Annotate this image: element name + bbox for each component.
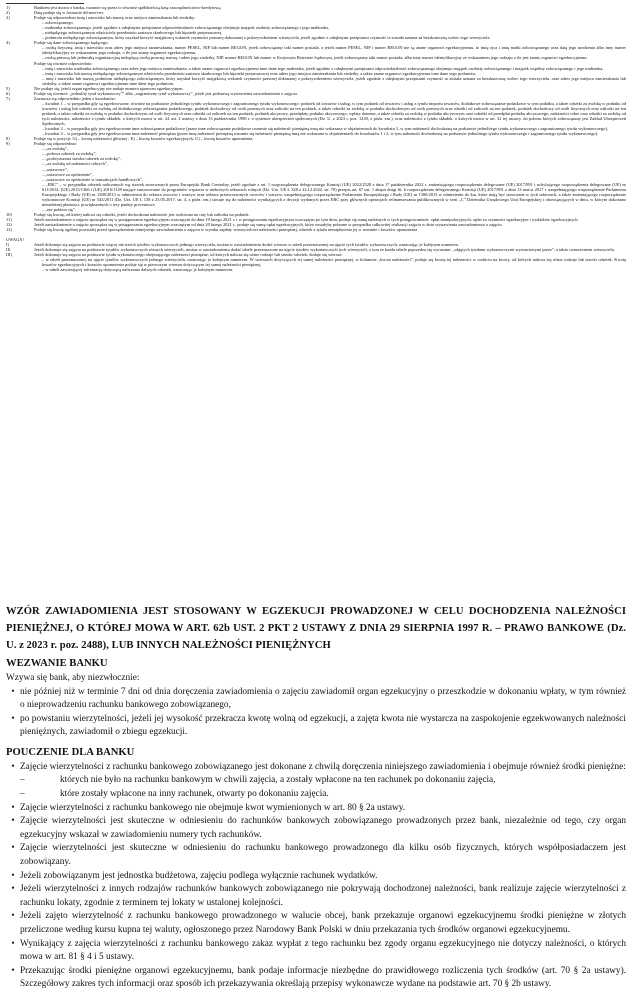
pouczenie-list (6, 761, 626, 992)
footnote-text: – imię i nazwisko lub nazwę niebędącego zobowiązanym właściciela przedmiotu zastawu skarbowego lub hipoteki przymusowej oraz adres jego miejsca zamieszkania lub siedziby, a także znane organowi egzekucyjnemu inne dane tego podmiotu, (42, 70, 476, 76)
footnote-text: Podaje się kwotę ogólnej powstałej przed sporządzeniem niniejszego zawiadomienia o zajęciu w wyniku zapłaty wierzycielowi należności pieniężnej, odsetek z tytułu niezapłacenia jej w terminie i kosztów upomnienia (34, 227, 418, 233)
footnotes-section (6, 3, 626, 272)
pouczenie-item-text: Jeżeli zobowiązanym jest jednostka budżetowa, zajęciu podlega wyłącznie rachunek wydatków. (20, 870, 378, 881)
wezwanie-intro: Wzywa się bank, aby niezwłocznie: (6, 673, 140, 683)
wezwanie-item-text: nie później niż w terminie 7 dni od dnia doręczenia zawiadomienia o zajęciu zawiadomił organ egzekucyjny o przeszkodzie w dokonaniu wpłaty, w tym również o nieprowadzeniu rachunku bankowego zobowiązanego, (20, 686, 626, 711)
footnote-number: 3) (6, 15, 10, 21)
footnote-text: Bankiem jest mowa o banku, rozumie się przez to również spółdzielczą kasę oszczędnościowo-kredytową. (34, 5, 222, 10)
footnote-row (6, 227, 626, 232)
footnote-text: – osobą fizyczną: imię i nazwisko oraz adres jego miejsca zamieszkania, numer PESEL, NIP lub numer REGON, jeżeli zobowiązany taki numer posiada, a jeżeli numer PESEL, NIP i numer REGON nie są znane organowi egzekucyjnemu, to imię ojca i imię matki zobowiązanego oraz datę jego urodzenia albo inny numer identyfikacyjny ze wskazaniem jego rodzaju, o ile jest znany organowi egzekucyjnemu, (42, 45, 626, 56)
footnote-text: – małżonka zobowiązanego, jeżeli zgodnie z odrębnymi przepisami odpowiedzialność zobowiązanego obejmuje majątek osobisty zobowiązanego i jego małżonka, (42, 25, 329, 31)
pouczenie-item (6, 802, 626, 816)
footnote-text: – kwadrat 1 – w przypadku gdy są egzekwowane, również na podstawie jednolitego tytułu wykonawczego i zagranicznego tytułu wykonawczego: podatek od towarów i usług, w tym podatek od towarów i usług z tytułu importu towarów, dodatkowe zobowiązanie podatkowe w tym podatku, a także odsetki za zwłokę w podatku od towarów i usług lub odsetki za zwłokę od dodatkowego zobowiązania podatkowego, podatek dochodowy od osób prawnych oraz zaliczki na ten podatek, a także odsetki za zwłokę w podatku dochodowym od osób prawnych oraz odsetki od zaliczek na ten podatek, podatek dochodowy od osób fizycznych oraz zaliczki na ten podatek, a także odsetki za zwłokę w podatku dochodowym od osób fizycznych oraz odsetki od zaliczek na ten podatek, podatek akcyzowy, przedpłaty podatku akcyzowego, wpłaty dzienne, a także odsetki za zwłokę w podatku akcyzowym oraz odsetki od przedpłat podatku akcyzowego, należności celne oraz odsetki za zwłokę od tych należności, należności z tytułu składek, o których mowa w art. 24 ust. 2 ustawy z dnia 13 października 1998 r. o systemie ubezpieczeń społecznych (Dz. U. z 2023 r. poz. 1230, z późn. zm.), oraz należności z tytułu składek, o których mowa w art. 32 tej ustawy, do poboru których zobowiązany jest Zakład Ubezpieczeń Społecznych, (42, 100, 626, 127)
footnote-number: 6) (6, 90, 10, 96)
dash-icon: – (20, 775, 25, 786)
footnote-text: – „ustawowe”, (42, 166, 68, 172)
footnote-text: Jeżeli zawiadomienie o zajęciu sporządza się w postępowaniu egzekucyjnym wszczętym od dnia 20 lutego 2021 r., podaje się sumę opłat egzekucyjnych, które zostałyby pobrane w przypadku całkowitej realizacji zajęcia w dniu wystawienia zawiadomienia o zajęciu. (34, 222, 503, 228)
pouczenie-item-text: Jeżeli wierzytelności z innych rodzajów rachunków bankowych zobowiązanego nie pokrywają dochodzonej należności, bank realizuje zajęcie wierzytelności z rachunku lokaty, zgodnie z terminem tej lokaty w ustalonej kolejności. (20, 884, 626, 908)
footnote-row (6, 101, 626, 126)
bullet-icon: • (11, 802, 15, 813)
footnote-text: Jeżeli zawiadomienie o zajęciu sporządza się w postępowaniu egzekucyjnym wszczętym do dnia 19 lutego 2021 r. i w postępowaniu egzekucyjnym wszczętym po tym dniu, podaje się sumę należnych w tych postępowaniach: opłat manipulacyjnych, opłat za czynności egzekucyjne i wydatków egzekucyjnych. (34, 216, 579, 222)
footnote-text: – „połowa odsetek za zwłokę”, (42, 151, 97, 157)
bullet-icon: • (11, 761, 15, 772)
footnote-separator (6, 3, 84, 4)
main-section (6, 603, 626, 992)
footnote-text: – „ustawowe za opóźnienie”, (42, 171, 94, 177)
wezwanie-item (6, 713, 626, 740)
footnote-number: 12) (6, 222, 12, 228)
pouczenie-item (6, 883, 626, 910)
footnote-number: 5) (6, 85, 10, 91)
footnote-text: Podaje się odpowiednio: (34, 141, 78, 147)
footnote-text: Podaje się w pozycji: G) – kwotę należności głównej , E) – kwotę kosztów egzekucyjnych, U) – kwotę kosztów upomnienia. (34, 136, 254, 142)
footnote-row (6, 182, 626, 207)
uwaga-number: III) (6, 252, 12, 258)
pouczenie-item-text: których nie było na rachunku bankowym w chwili zajęcia, a zostały wpłacone na ten rachunek po dokonaniu zajęcia, (60, 775, 496, 786)
footnote-text: Podaje się kwotę, od której nalicza się odsetki, jeżeli dochodzona należność jest rozłożona na raty lub zaliczka na podatek. (34, 211, 250, 217)
footnote-text: – kwadrat 3 – w przypadku gdy jest egzekwowana inna należność pieniężna (przez inną należność pieniężną rozumie się należność pieniężną inną niż wskazana w objaśnieniach do kwadratów 1 i 2, w tym należność dochodzoną na podstawie jednolitego tytułu wykonawczego i zagranicznego tytułu wykonawczego). (42, 131, 599, 137)
pouczenie-item-text: Zajęcie wierzytelności jest skuteczne w odniesieniu do rachunku bankowego prowadzonego dla kilku osób fizycznych, których współposiadaczem jest zobowiązany. (20, 843, 626, 868)
uwaga-text: Jeżeli dokonuje się zajęcia na podstawie tytułów wykonawczych różnych wierzycieli, można w zawiadomieniu dodać tabele przeznaczone na ujęcie tytułów wykonawczych tych wierzycieli, z tym że każda tabele poprzedza się wyrazami: „objętych tytułami wykonawczymi wystawionymi przez”, a także oznaczeniem wierzyciela. (34, 247, 615, 253)
pouczenie-item (6, 842, 626, 869)
footnote-text: – „podwyższona stawka odsetek za zwłokę”, (42, 156, 121, 162)
footnote-row (6, 45, 626, 55)
pouczenie-subitem (6, 774, 626, 788)
footnote-number: 2) (6, 10, 10, 16)
bullet-icon: • (11, 713, 15, 724)
footnote-text: – „nie pobiera się”. (42, 206, 76, 212)
footnote-text: Podaje się również odpowiednio: (34, 60, 93, 66)
uwaga-number: I) (6, 242, 9, 248)
footnote-text: – zobowiązanego, (42, 20, 74, 26)
pouczenie-title: POUCZENIE DLA BANKU (6, 746, 135, 758)
document-heading: WZÓR ZAWIADOMIENIA JEST STOSOWANY W EGZEKUCJI PROWADZONEJ W CELU DOCHODZENIA NALEŻNOŚCI PIENIĘŻNEJ, O KTÓREJ MOWA W ART. 62b UST. 2 PKT 2 USTAWY Z DNIA 29 SIERPNIA 1997 R. – PRAWO BANKOWE (Dz. U. z 2023 r. poz. 2488), LUB INNYCH NALEŻNOŚCI PIENIĘŻNYCH (6, 606, 626, 651)
footnote-text: – „za zwłokę od należności celnych”, (42, 161, 108, 167)
bullet-icon: • (11, 938, 15, 949)
wezwanie-list (6, 686, 626, 740)
pouczenie-item-text: które zostały wpłacone na inny rachunek, otwarty po dokonaniu zajęcia. (60, 789, 329, 800)
uwaga-text: Jeżeli dokonuje się zajęcia na podstawie tytułu wykonawczego obejmującego należności pieniężne, od których nalicza się różne rodzaje lub stawki odsetek, dodaje się wiersze: (34, 252, 343, 258)
pouczenie-item-text: Wynikający z zajęcia wierzytelności z rachunku bankowego zakaz wypłat z tego rachunku bez zgody organu egzekucyjnego nie dotyczy należności, o których mowa w art. 81 § 4 i 5 ustawy. (20, 938, 626, 963)
uwaga-text: – w tabeli zawierającej informację dotyczącą naliczania dalszych odsetek, oznaczając je kolejnym numerem. (42, 267, 234, 273)
pouczenie-item-text: Jeżeli zajęto wierzytelność z rachunku bankowego prowadzonego w walucie obcej, bank przekazuje organowi egzekucyjnemu środki pieniężne w złotych przeliczone według kursu kupna tej waluty, ogłoszonego przez Narodowy Bank Polski w dniu przekazania tych środków organowi egzekucyjnemu. (20, 911, 626, 935)
footnote-text: – osobą prawną lub jednostką organizacyjną niebędącą osobą prawną: nazwę i adres jego siedziby, NIP, numer REGON lub numer w Krajowym Rejestrze Sądowym, jeżeli zobowiązany taki numer posiada, albo inny numer identyfikacyjny ze wskazaniem jego rodzaju o ile jest znany organowi egzekucyjnemu. (42, 55, 588, 61)
footnote-text: – niebędącego zobowiązanym właściciela przedmiotu zastawu skarbowego lub hipoteki przymusowej, (42, 30, 223, 36)
bullet-icon: • (11, 965, 15, 976)
uwaga-number (6, 267, 34, 272)
wezwanie-item (6, 686, 626, 713)
footnote-number: 7) (6, 95, 10, 101)
footnote-text: – imię i nazwisko małżonka zobowiązanego oraz adres jego miejsca zamieszkania, a także znane organowi egzekucyjnemu inne dane tego małżonka, jeżeli zgodnie z odrębnymi przepisami odpowiedzialność zobowiązanego obejmuje majątek osobisty zobowiązanego i majątek wspólny zobowiązanego i jego małżonka, (42, 65, 604, 71)
pouczenie-item-text: Zajęcie wierzytelności z rachunku bankowego zobowiązanego jest dokonane z chwilą doręczenia niniejszego zawiadomienia i obejmuje również środki pieniężne: (20, 761, 626, 772)
footnote-number (6, 76, 34, 86)
pouczenie-item-text: Zajęcie wierzytelności z rachunku bankowego nie obejmuje kwot wymienionych w art. 80 § 2a ustawy. (20, 802, 406, 813)
uwaga-item (6, 267, 626, 272)
pouczenie-item (6, 870, 626, 884)
footnote-number: 8) (6, 136, 10, 142)
bullet-icon: • (11, 870, 15, 881)
footnote-text: Podaje się dane zobowiązanego będącego: (34, 40, 109, 46)
footnote-text: Podaje się odpowiednio imię i nazwisko lub nazwę oraz miejsca zamieszkania lub siedziby: (34, 15, 196, 21)
footnote-text: Podaje się również: „jednolity tytuł wykonawczy”” albo „zagraniczny tytuł wykonawczy”, jeżeli jest podstawą wystawienia zawiadomienia o zajęciu. (34, 90, 298, 96)
uwaga-list (6, 242, 626, 272)
footnote-text: – „ustawowe za opóźnienie w transakcjach handlowych”, (42, 176, 144, 182)
uwaga-number: II) (6, 247, 11, 253)
pouczenie-item (6, 910, 626, 937)
footnote-number (6, 45, 34, 55)
pouczenie-item-text: Przekazując środki pieniężne organowi egzekucyjnemu, bank podaje informacje niezbędne do prawidłowego rozliczenia tych środków (art. 70 § 2a ustawy). Szczegółowy zakres tych informacji oraz sposób ich przekazywania określają przepisy wykonawcze wydane na podstawie art. 70 § 2b ustawy. (20, 965, 626, 990)
footnote-number: 11) (6, 216, 12, 222)
wezwanie-item-text: po powstaniu wierzytelności, jeżeli jej wysokość przekracza kwotę wolną od egzekucji, a zajęta kwota nie wystarcza na zaspokojenie egzekwowanych należności pieniężnych, zawiadomił o zbiegu egzekucji. (20, 713, 626, 738)
wezwanie-title: WEZWANIE BANKU (6, 658, 108, 669)
pouczenie-item (6, 938, 626, 965)
bullet-icon: • (11, 911, 15, 922)
bullet-icon: • (11, 816, 15, 827)
footnote-number (6, 101, 34, 126)
footnote-number: 9) (6, 141, 10, 147)
footnote-number (6, 182, 34, 207)
footnote-text: Nie podaje się, jeżeli organ egzekucyjny nie nadaje numeru sprawom egzekucyjnym. (34, 85, 184, 91)
footnote-text: Datę podaje się w formacie dd-mm-rrrr. (34, 10, 104, 16)
footnote-text: – „EBC” – w przypadku odsetek naliczanych wg stawek stosowanych przez Europejski Bank Centralny, jeżeli zgodnie z art. 1 rozporządzenia delegowanego Komisji (UE) 2022/2528 z dnia 17 października 2022 r. zmieniającego rozporządzenie delegowane (UE) 2017/891 i uchylającego rozporządzenia delegowane (UE) nr 611/2014, (UE) 2015/1366 i (UE) 2016/1149 mające zastosowanie do programów wsparcia w niektórych sektorach rolnych (Dz. Urz. UE L 328 z 22.12.2022, str. 70) przepis art. 67 ust. 1 akapit drugi lit. b rozporządzenia delegowanego Komisji (UE) 2017/891 z dnia 13 marca 2017 r. uzupełniającego rozporządzenie Parlamentu Europejskiego i Rady (UE) nr 1308/2013 w odniesieniu do sektora owoców i warzyw oraz sektora przetworzonych owoców i warzyw, uzupełniającego rozporządzenie Parlamentu Europejskiego i Rady (UE) nr 1306/2013 w odniesieniu do kar, które mają być stosowane w tych sektorach, a także zmieniającego rozporządzenie wykonawcze Komisji (UE) nr 543/2011 (Dz. Urz. UE L 138 z 25.05.2017, str. 4, z późn. zm.) stosuje się do należności wynikających z decyzji wydanych przez EBC przy głównych operacjach refinansowania publikowanych w serii „C” Dziennika Urzędowego Unii Europejskiej i obowiązujących w dniu, w którym dokonano nienależnej płatności, powiększonych o trzy punkty procentowe, (42, 181, 626, 207)
pouczenie-item (6, 965, 626, 992)
footnote-text: – imię i nazwisko lub nazwę podmiotu niebędącego zobowiązanym, który uzyskał korzyść majątkową wskutek czynności prawnej dokonanej z pokrzywdzeniem wierzyciela, jeżeli zgodnie z odrębnymi przepisami czynność ta została uznana za bezskuteczną wobec tego wierzyciela, oraz adres jego miejsca zamieszkania lub siedziby, a także znane organowi egzekucyjnemu inne dane tego podmiotu. (42, 75, 626, 86)
footnote-number: 1) (6, 5, 10, 10)
pouczenie-item (6, 815, 626, 842)
footnote-text: Zaznacza się odpowiednio jeden z kwadratów: (34, 95, 117, 101)
uwaga-item (6, 257, 626, 267)
footnote-number: 4) (6, 40, 10, 46)
bullet-icon: • (11, 884, 15, 895)
dash-icon: – (20, 789, 25, 800)
uwaga-text: – w tabeli przeznaczonej na ujęcie tytułów wykonawczych jednego wierzyciela, oznaczając je kolejnym numerem. W wierszach dotyczących tej samej należności pieniężnej, w kolumnie „kwota należności”, podaje się kwotę tej należności w rozbiciu na kwoty, od których nalicza się różne rodzaje lub stawki odsetek. Kwotę kosztów egzekucyjnych i kosztów upomnienia podaje się w pierwszym wierszu dotyczącym tej samej należności pieniężnej, (42, 257, 626, 268)
footnote-list (6, 5, 626, 232)
pouczenie-item (6, 761, 626, 775)
footnote-row (6, 76, 626, 86)
pouczenie-item-text: Zajęcie wierzytelności jest skuteczne w odniesieniu do rachunków bankowych zobowiązanego prowadzonych przez bank, niezależnie od tego, czy organ egzekucyjny wskazał w zawiadomieniu numery tych rachunków. (20, 816, 626, 840)
footnote-number: 10) (6, 211, 12, 217)
bullet-icon: • (11, 686, 15, 697)
uwaga-text: Jeżeli dokonuje się zajęcia na podstawie więcej niż trzech tytułów wykonawczych jednego wierzyciela, można w zawiadomieniu dodać wiersze w tabeli przeznaczonej na ujęcie tych tytułów wykonawczych, oznaczając je kolejnym numerem. (34, 242, 459, 248)
footnote-text: – „za zwłokę”, (42, 146, 68, 152)
footnote-text: – kwadrat 2 – w przypadku gdy jest egzekwowane inne zobowiązanie podatkowe (przez inne zobowiązanie podatkowe rozumie się należność pieniężną inną niż wskazana w objaśnieniach do kwadratu 1, w tym należność dochodzoną na podstawie jednolitego tytułu wykonawczego i zagranicznego tytułu wykonawczego), (42, 126, 608, 132)
uwaga-label: UWAGA! (6, 237, 24, 243)
footnote-number: 13) (6, 227, 12, 233)
footnote-text: – podmiotu niebędącego zobowiązanym, który uzyskał korzyść majątkową wskutek czynności prawnej dokonanej z pokrzywdzeniem wierzyciela, jeżeli zgodnie z odrębnymi przepisami czynność ta została uznana za bezskuteczną wobec tego wierzyciela. (42, 35, 491, 41)
uwaga-number (6, 257, 34, 267)
pouczenie-subitem (6, 788, 626, 802)
bullet-icon: • (11, 843, 15, 854)
